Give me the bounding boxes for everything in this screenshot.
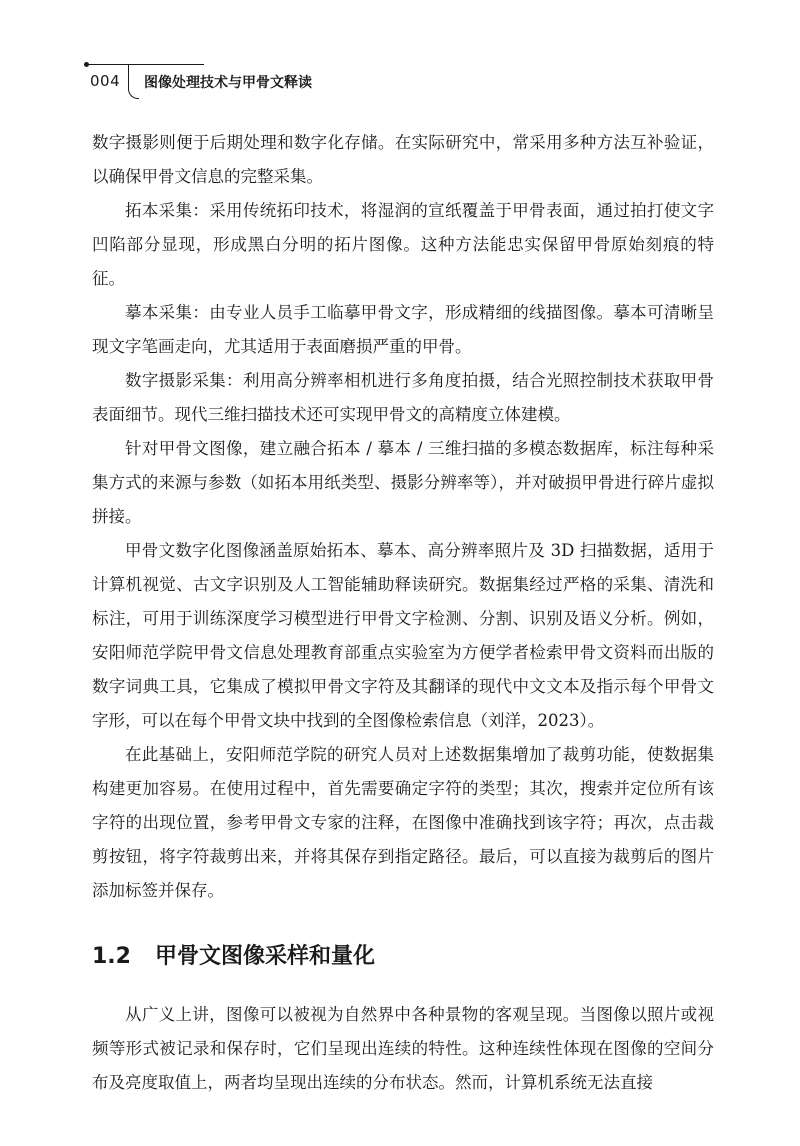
paragraph-lead-term: 数字摄影采集：: [125, 371, 243, 390]
paragraph-text: 数字摄影则便于后期处理和数字化存储。在实际研究中，常采用多种方法互补验证，以确保甲骨文信息的完整采集。: [92, 133, 714, 186]
paragraph-tracing-collection: [92, 296, 714, 364]
paragraph-multimodal-database: [92, 432, 714, 534]
paragraph-text: 甲骨文数字化图像涵盖原始拓本、摹本、高分辨率照片及 3D 扫描数据，适用于计算机视觉、古文字识别及人工智能辅助释读研究。数据集经过严格的采集、清洗和标注，可用于训练深度学习模型进行甲骨文字检测、分割、识别及语义分析。例如，安阳师范学院甲骨文信息处理教育部重点实验室为方便学者检索甲骨文资料而出版的数字词典工具，它集成了模拟甲骨文字符及其翻译的现代中文文本及指示每个甲骨文字形，可以在每个甲骨文块中找到的全图像检索信息（刘洋，2023）。: [92, 541, 714, 730]
paragraph-text: 针对甲骨文图像，建立融合拓本 / 摹本 / 三维扫描的多模态数据库，标注每种采集方式的来源与参数（如拓本用纸类型、摄影分辨率等），并对破损甲骨进行碎片虚拟拼接。: [92, 439, 714, 526]
paragraph-rubbing-collection: [92, 194, 714, 296]
paragraph-photography-collection: [92, 364, 714, 432]
paragraph-digital-images: [92, 534, 714, 738]
paragraph-cropping-function: [92, 738, 714, 908]
paragraph-text: 利用高分辨率相机进行多角度拍摄，结合光照控制技术获取甲骨表面细节。现代三维扫描技术还可实现甲骨文的高精度立体建模。: [92, 371, 715, 424]
paragraph-text: 从广义上讲，图像可以被视为自然界中各种景物的客观呈现。当图像以照片或视频等形式被记录和保存时，它们呈现出连续的特性。这种连续性体现在图像的空间分布及亮度取值上，两者均呈现出连续的分布状态。然而，计算机系统无法直接: [92, 1005, 714, 1092]
page-body: [92, 126, 714, 1100]
section-number: 1.2: [92, 944, 131, 969]
paragraph-lead-term: 拓本采集：: [125, 201, 210, 220]
section-title: 甲骨文图像采样和量化: [154, 944, 375, 969]
page-number: 004: [90, 72, 121, 90]
paragraph-text: 由专业人员手工临摹甲骨文字，形成精细的线描图像。摹本可清晰呈现文字笔画走向，尤其适用于表面磨损严重的甲骨。: [92, 303, 715, 356]
header-rule: [84, 64, 204, 65]
paragraph-continued: [92, 126, 714, 194]
paragraph-text: 采用传统拓印技术，将湿润的宣纸覆盖于甲骨表面，通过拍打使文字凹陷部分显现，形成黑白分明的拓片图像。这种方法能忠实保留甲骨原始刻痕的特征。: [92, 201, 715, 288]
section-heading: [92, 940, 714, 974]
paragraph-lead-term: 摹本采集：: [125, 303, 210, 322]
page-header: [84, 62, 744, 102]
paragraph-section-intro: [92, 998, 714, 1100]
paragraph-text: 在此基础上，安阳师范学院的研究人员对上述数据集增加了裁剪功能，使数据集构建更加容易。在使用过程中，首先需要确定字符的类型；其次，搜索并定位所有该字符的出现位置，参考甲骨文专家的注释，在图像中准确找到该字符；再次，点击裁剪按钮，将字符裁剪出来，并将其保存到指定路径。最后，可以直接为裁剪后的图片添加标签并保存。: [92, 745, 714, 900]
header-bracket-ornament: [128, 64, 139, 99]
running-title: 图像处理技术与甲骨文释读: [144, 75, 312, 91]
